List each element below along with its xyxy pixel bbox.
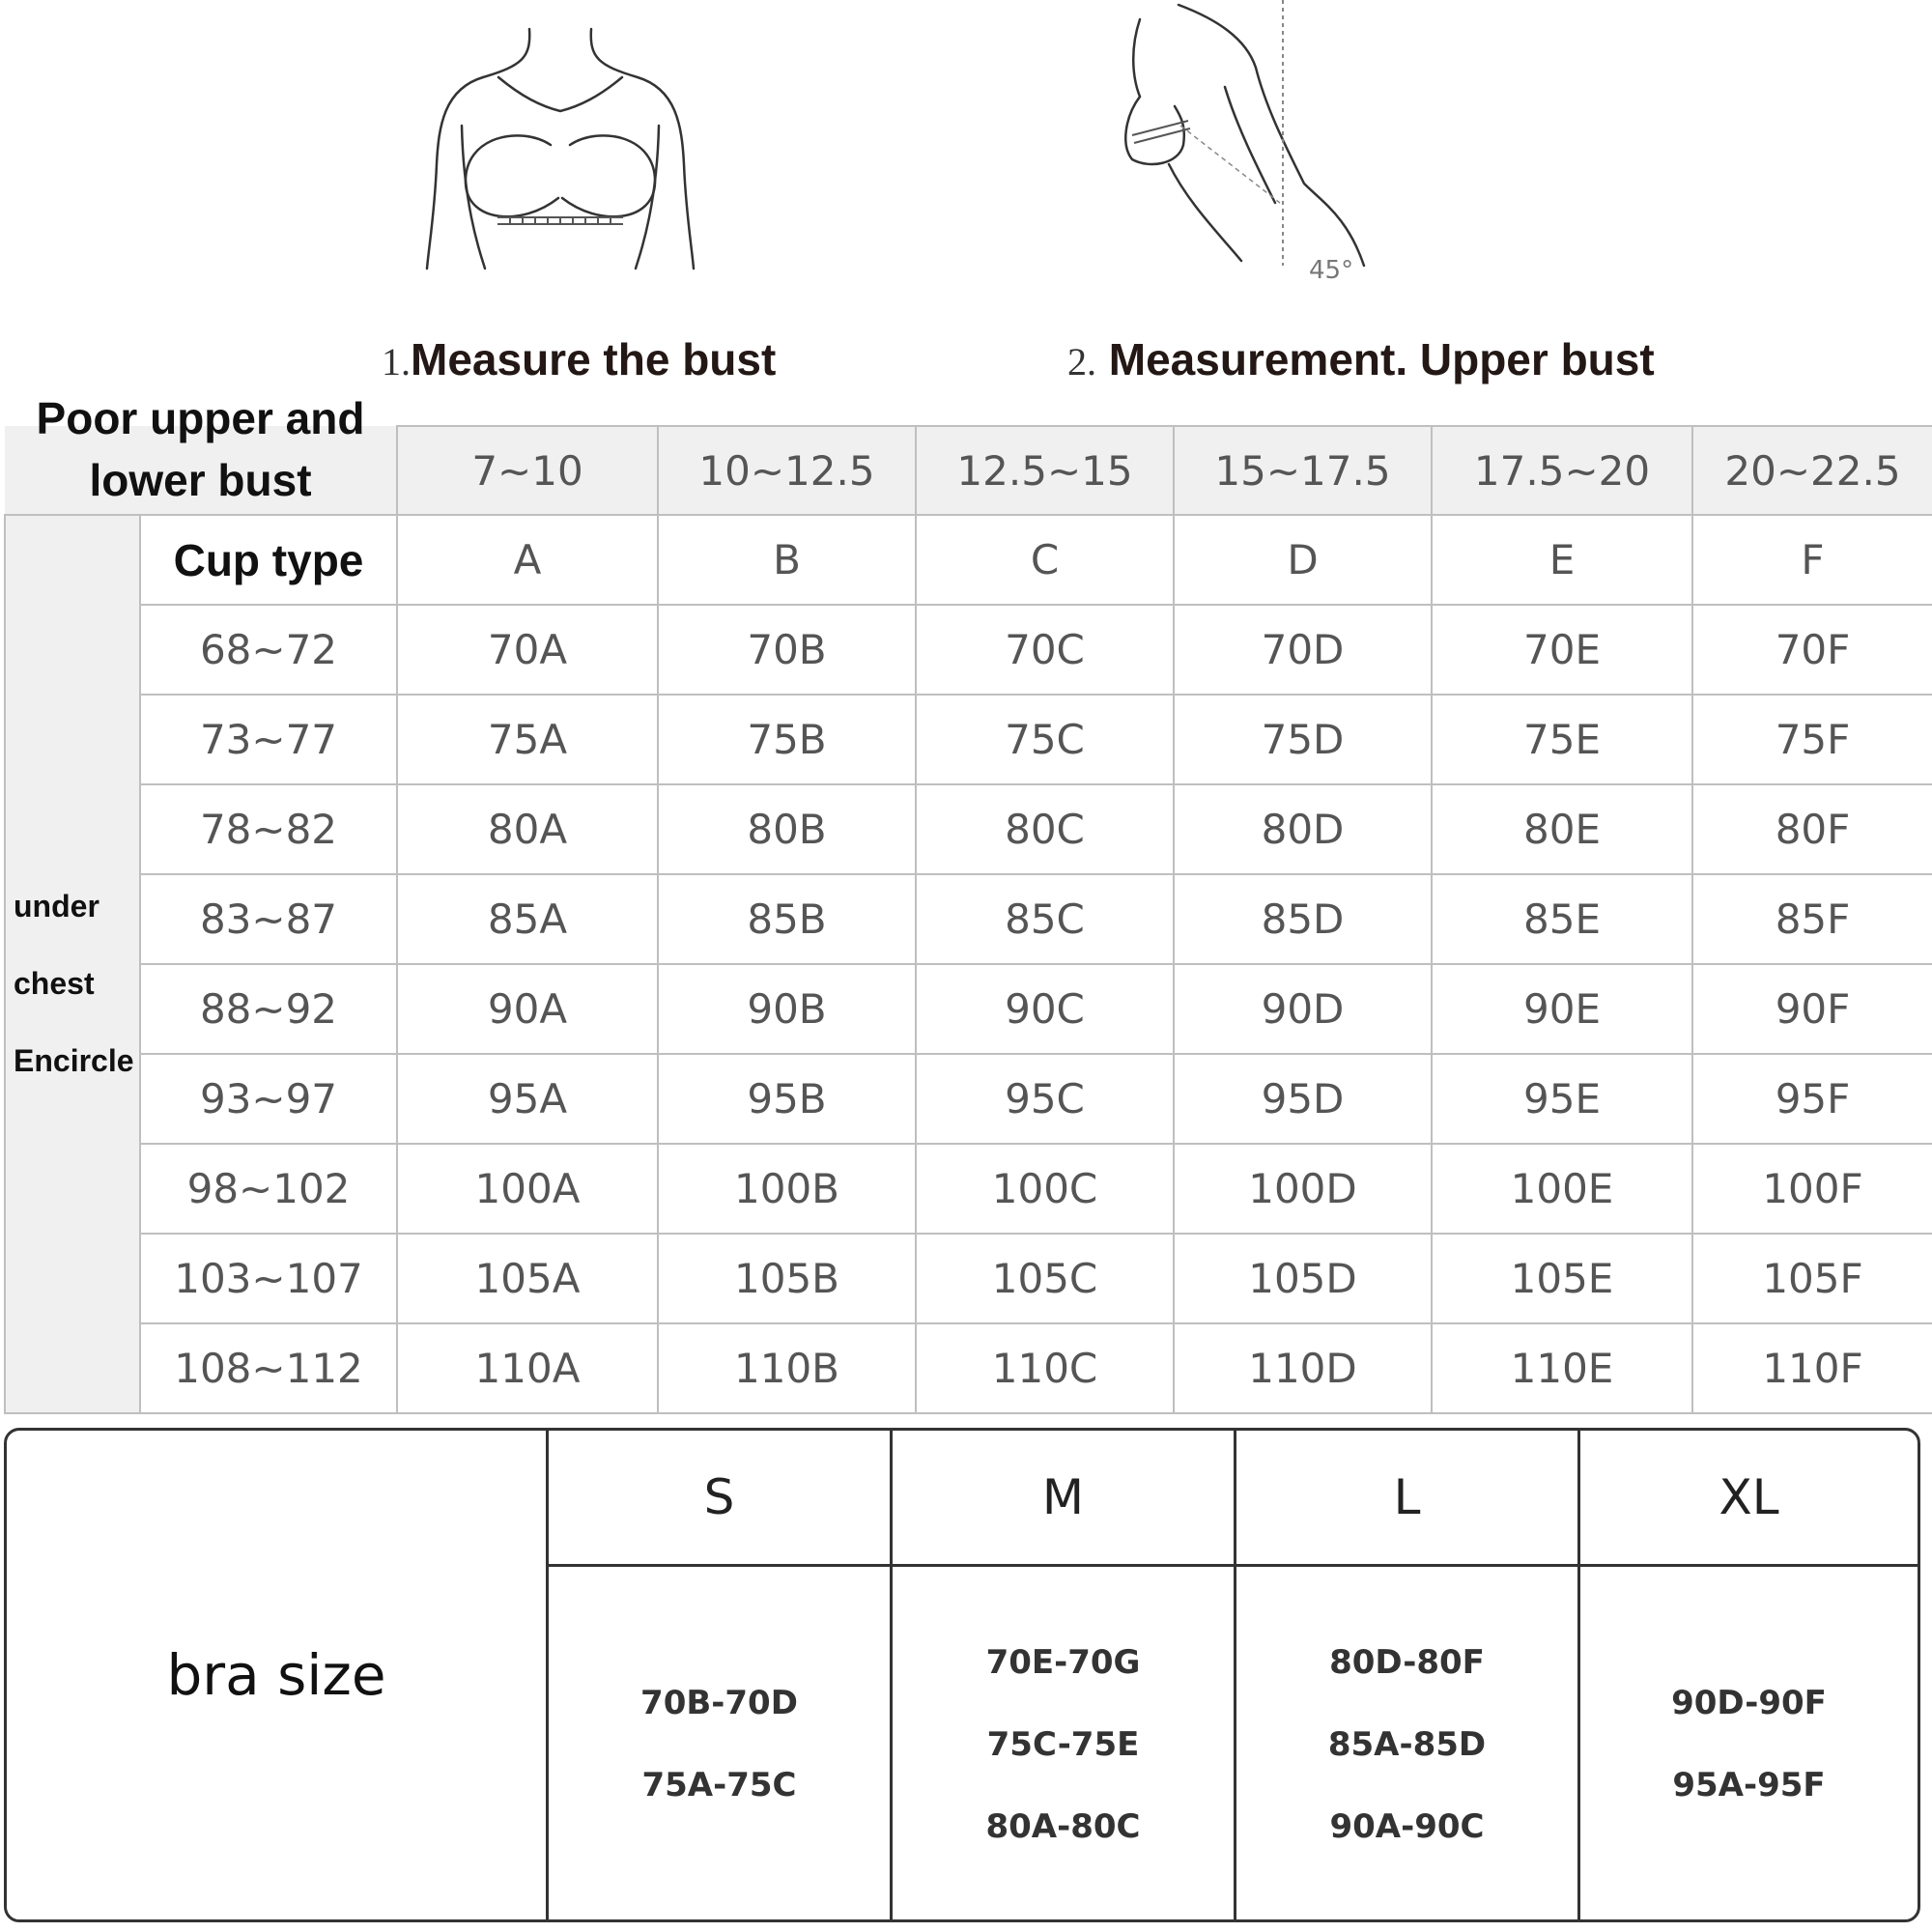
table-row <box>5 784 1932 874</box>
bra-size-range: 80D-80F <box>1329 1642 1485 1682</box>
size-cell: 105D <box>1174 1234 1432 1323</box>
size-cell: 80B <box>658 784 916 874</box>
size-cell: 100E <box>1432 1144 1692 1234</box>
size-cell: 90D <box>1174 964 1432 1054</box>
step1-text: Measure the bust <box>411 334 777 384</box>
corner-header-line1: Poor upper and <box>36 393 365 443</box>
size-cell: 95D <box>1174 1054 1432 1144</box>
under-chest-range: 68~72 <box>140 605 397 695</box>
corner-header <box>5 393 397 515</box>
size-cell: 105F <box>1692 1234 1932 1323</box>
under-chest-range: 78~82 <box>140 784 397 874</box>
bra-size-ranges <box>549 1567 890 1922</box>
under-chest-range: 83~87 <box>140 874 397 964</box>
size-cell: 110C <box>916 1323 1174 1413</box>
difference-header-row <box>5 426 1932 515</box>
size-cell: 100D <box>1174 1144 1432 1234</box>
size-cell: 100F <box>1692 1144 1932 1234</box>
side-label-line: chest <box>14 966 95 1001</box>
size-cell: 110E <box>1432 1323 1692 1413</box>
cup-letter: B <box>658 515 916 605</box>
size-cell: 80D <box>1174 784 1432 874</box>
bra-size-ranges <box>1236 1567 1577 1922</box>
size-cell: 95A <box>397 1054 658 1144</box>
under-chest-range: 98~102 <box>140 1144 397 1234</box>
size-cell: 95F <box>1692 1054 1932 1144</box>
size-cell: 80C <box>916 784 1174 874</box>
size-cell: 95C <box>916 1054 1174 1144</box>
size-cell: 75A <box>397 695 658 784</box>
size-cell: 90A <box>397 964 658 1054</box>
bra-size-table <box>4 1428 1920 1922</box>
bra-size-range: 90A-90C <box>1329 1806 1485 1846</box>
size-cell: 85C <box>916 874 1174 964</box>
bra-size-column-s <box>546 1431 890 1919</box>
difference-header: 12.5~15 <box>916 426 1174 515</box>
size-cell: 85E <box>1432 874 1692 964</box>
bra-size-letter: S <box>549 1431 890 1567</box>
bra-size-ranges <box>1580 1567 1918 1922</box>
step2-caption <box>1067 333 1655 385</box>
difference-header: 20~22.5 <box>1692 426 1932 515</box>
size-cell: 90E <box>1432 964 1692 1054</box>
cup-letter: D <box>1174 515 1432 605</box>
side-label-line: Encircle <box>14 1043 134 1078</box>
size-cell: 90C <box>916 964 1174 1054</box>
size-cell: 70F <box>1692 605 1932 695</box>
cup-letter: C <box>916 515 1174 605</box>
difference-header: 17.5~20 <box>1432 426 1692 515</box>
size-cell: 100A <box>397 1144 658 1234</box>
difference-header: 7~10 <box>397 426 658 515</box>
table-row <box>5 964 1932 1054</box>
size-cell: 85B <box>658 874 916 964</box>
table-row <box>5 605 1932 695</box>
bra-size-letter: M <box>893 1431 1234 1567</box>
step2-text: Measurement. Upper bust <box>1108 334 1655 384</box>
step1-caption <box>382 333 776 385</box>
cup-letter: E <box>1432 515 1692 605</box>
under-chest-range: 103~107 <box>140 1234 397 1323</box>
difference-header: 10~12.5 <box>658 426 916 515</box>
size-cell: 70A <box>397 605 658 695</box>
under-chest-range: 73~77 <box>140 695 397 784</box>
size-cell: 70D <box>1174 605 1432 695</box>
size-cell: 75F <box>1692 695 1932 784</box>
size-cell: 85D <box>1174 874 1432 964</box>
size-cell: 105E <box>1432 1234 1692 1323</box>
size-cell: 75E <box>1432 695 1692 784</box>
under-chest-label <box>5 515 140 1413</box>
size-cell: 110D <box>1174 1323 1432 1413</box>
bra-size-range: 90D-90F <box>1671 1684 1827 1722</box>
size-cell: 70C <box>916 605 1174 695</box>
cup-type-row <box>5 515 1932 605</box>
size-cell: 90B <box>658 964 916 1054</box>
table-row <box>5 874 1932 964</box>
size-cell: 70E <box>1432 605 1692 695</box>
under-chest-range: 93~97 <box>140 1054 397 1144</box>
size-cell: 100C <box>916 1144 1174 1234</box>
side-profile-illustration <box>1111 0 1401 290</box>
size-cell: 110B <box>658 1323 916 1413</box>
bra-size-label: bra size <box>166 1642 386 1708</box>
size-cell: 80A <box>397 784 658 874</box>
difference-header: 15~17.5 <box>1174 426 1432 515</box>
size-cell: 75B <box>658 695 916 784</box>
corner-header-line2: lower bust <box>89 455 312 505</box>
size-cell: 75C <box>916 695 1174 784</box>
bra-size-column-xl <box>1577 1431 1918 1919</box>
size-cell: 105A <box>397 1234 658 1323</box>
bra-size-letter: L <box>1236 1431 1577 1567</box>
table-row <box>5 695 1932 784</box>
angle-label: 45° <box>1309 256 1354 285</box>
size-cell: 100B <box>658 1144 916 1234</box>
size-cell: 110F <box>1692 1323 1932 1413</box>
size-cell: 95E <box>1432 1054 1692 1144</box>
table-row <box>5 1323 1932 1413</box>
size-cell: 85F <box>1692 874 1932 964</box>
size-cell: 105B <box>658 1234 916 1323</box>
size-cell: 85A <box>397 874 658 964</box>
size-cell: 75D <box>1174 695 1432 784</box>
size-cell: 70B <box>658 605 916 695</box>
bra-size-letter: XL <box>1580 1431 1918 1567</box>
size-chart-table <box>4 393 1932 1414</box>
step2-number: 2. <box>1067 340 1096 384</box>
bra-size-range: 75A-75C <box>641 1766 797 1804</box>
size-cell: 80E <box>1432 784 1692 874</box>
bra-size-range: 70E-70G <box>985 1642 1141 1682</box>
bra-size-range: 70B-70D <box>640 1684 798 1722</box>
cup-type-label: Cup type <box>140 515 397 605</box>
size-cell: 95B <box>658 1054 916 1144</box>
under-chest-range: 88~92 <box>140 964 397 1054</box>
table-row <box>5 1144 1932 1234</box>
size-cell: 80F <box>1692 784 1932 874</box>
table-row <box>5 1234 1932 1323</box>
bra-size-range: 75C-75E <box>986 1724 1140 1764</box>
bra-size-range: 80A-80C <box>985 1806 1141 1846</box>
bra-size-column-m <box>890 1431 1234 1919</box>
bra-size-range: 95A-95F <box>1672 1766 1826 1804</box>
bra-size-column-l <box>1234 1431 1577 1919</box>
front-torso-illustration <box>406 19 715 280</box>
table-row <box>5 1054 1932 1144</box>
size-cell: 110A <box>397 1323 658 1413</box>
size-cell: 105C <box>916 1234 1174 1323</box>
size-cell: 90F <box>1692 964 1932 1054</box>
under-chest-range: 108~112 <box>140 1323 397 1413</box>
bra-size-range: 85A-85D <box>1327 1724 1487 1764</box>
bra-size-ranges <box>893 1567 1234 1922</box>
cup-letter: F <box>1692 515 1932 605</box>
step1-number: 1. <box>382 340 411 384</box>
cup-letter: A <box>397 515 658 605</box>
side-label-line: under <box>14 889 99 923</box>
